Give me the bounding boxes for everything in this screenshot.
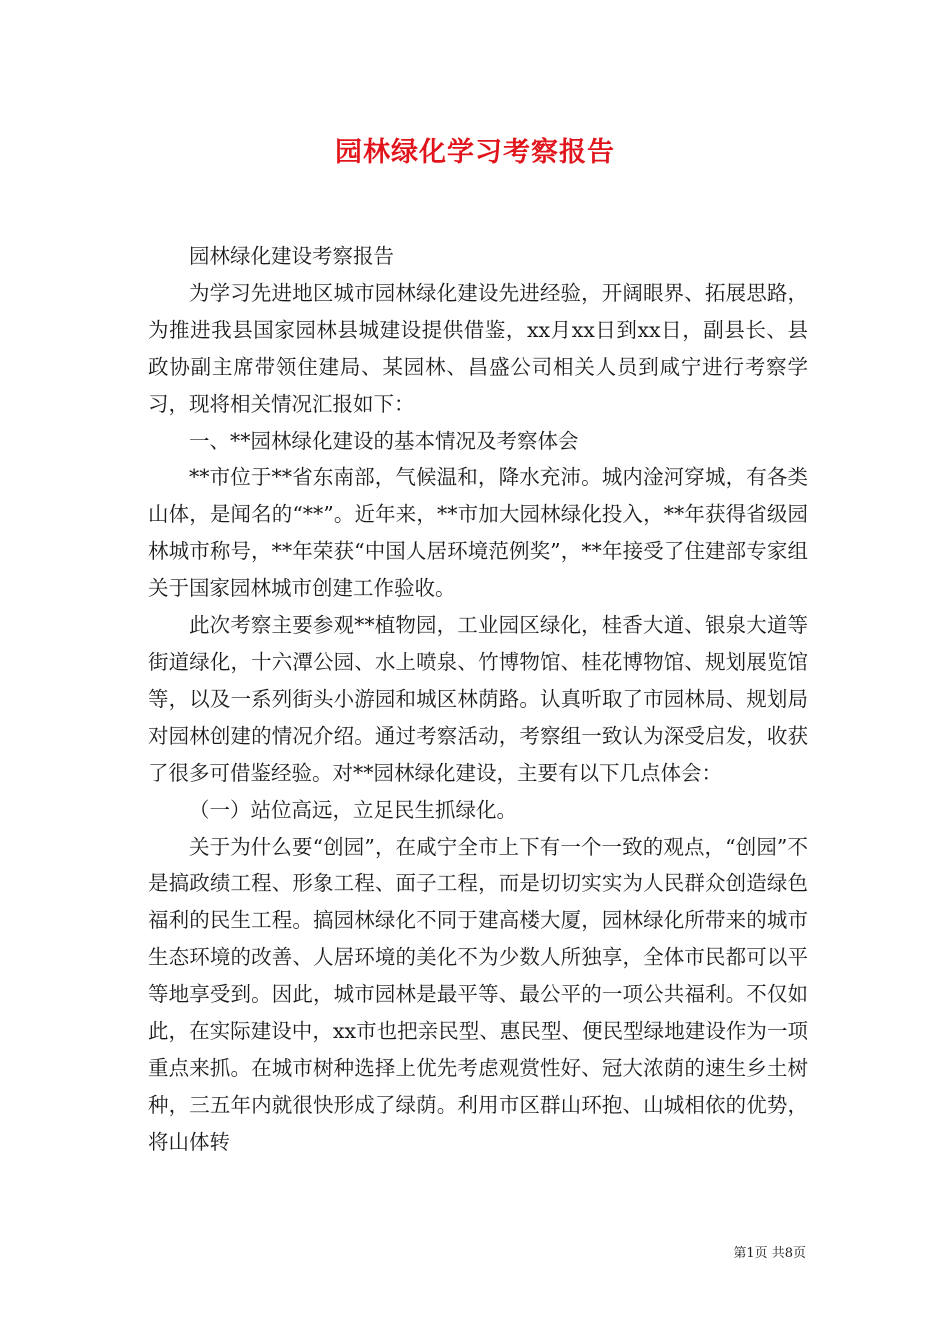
page-title: 园林绿化学习考察报告 xyxy=(335,137,615,168)
subsection-heading-1: （一）站位高远，立足民生抓绿化。 xyxy=(189,797,517,822)
inspection-paragraph: 此次考察主要参观**植物园，工业园区绿化，桂香大道、银泉大道等街道绿化，十六潭公园、水上喷泉、竹博物馆、桂花博物馆、规划展览馆等，以及一系列街头小游园和城区林荫路。认真听取了市园林局、规划局对园林创建的情况介绍。通过考察活动，考察组一致认为深受启发，收获了很多可借鉴经验。对**园林绿化建设，主要有以下几点体会： xyxy=(148,613,808,785)
livelihood-paragraph: 关于为什么要“创园”，在咸宁全市上下有一个一致的观点，“创园”不是搞政绩工程、形象工程、面子工程，而是切切实实为人民群众创造绿色福利的民生工程。搞园林绿化不同于建高楼大厦，园林绿化所带来的城市生态环境的改善、人居环境的美化不为少数人所独享，全体市民都可以平等地享受到。因此，城市园林是最平等、最公平的一项公共福利。不仅如此，在实际建设中，xx市也把亲民型、惠民型、便民型绿地建设作为一项重点来抓。在城市树种选择上优先考虑观赏性好、冠大浓荫的速生乡土树种，三五年内就很快形成了绿荫。利用市区群山环抱、山城相依的优势，将山体转 xyxy=(148,834,808,1154)
report-subtitle: 园林绿化建设考察报告 xyxy=(189,244,394,268)
city-overview-paragraph: **市位于**省东南部，气候温和，降水充沛。城内淦河穿城，有各类山体，是闻名的“**”。近年来，**市加大园林绿化投入，**年获得省级园林城市称号，**年荣获“中国人居环境范例奖”，**年接受了住建部专家组关于国家园林城市创建工作验收。 xyxy=(148,465,808,601)
section-heading-1: 一、**园林绿化建设的基本情况及考察体会 xyxy=(189,428,579,453)
page-number-footer: 第1页 共8页 xyxy=(733,1246,806,1261)
document-body xyxy=(148,238,808,1161)
intro-paragraph: 为学习先进地区城市园林绿化建设先进经验，开阔眼界、拓展思路，为推进我县国家园林县城建设提供借鉴，xx月xx日到xx日，副县长、县政协副主席带领住建局、某园林、昌盛公司相关人员到咸宁进行考察学习，现将相关情况汇报如下： xyxy=(148,280,808,416)
